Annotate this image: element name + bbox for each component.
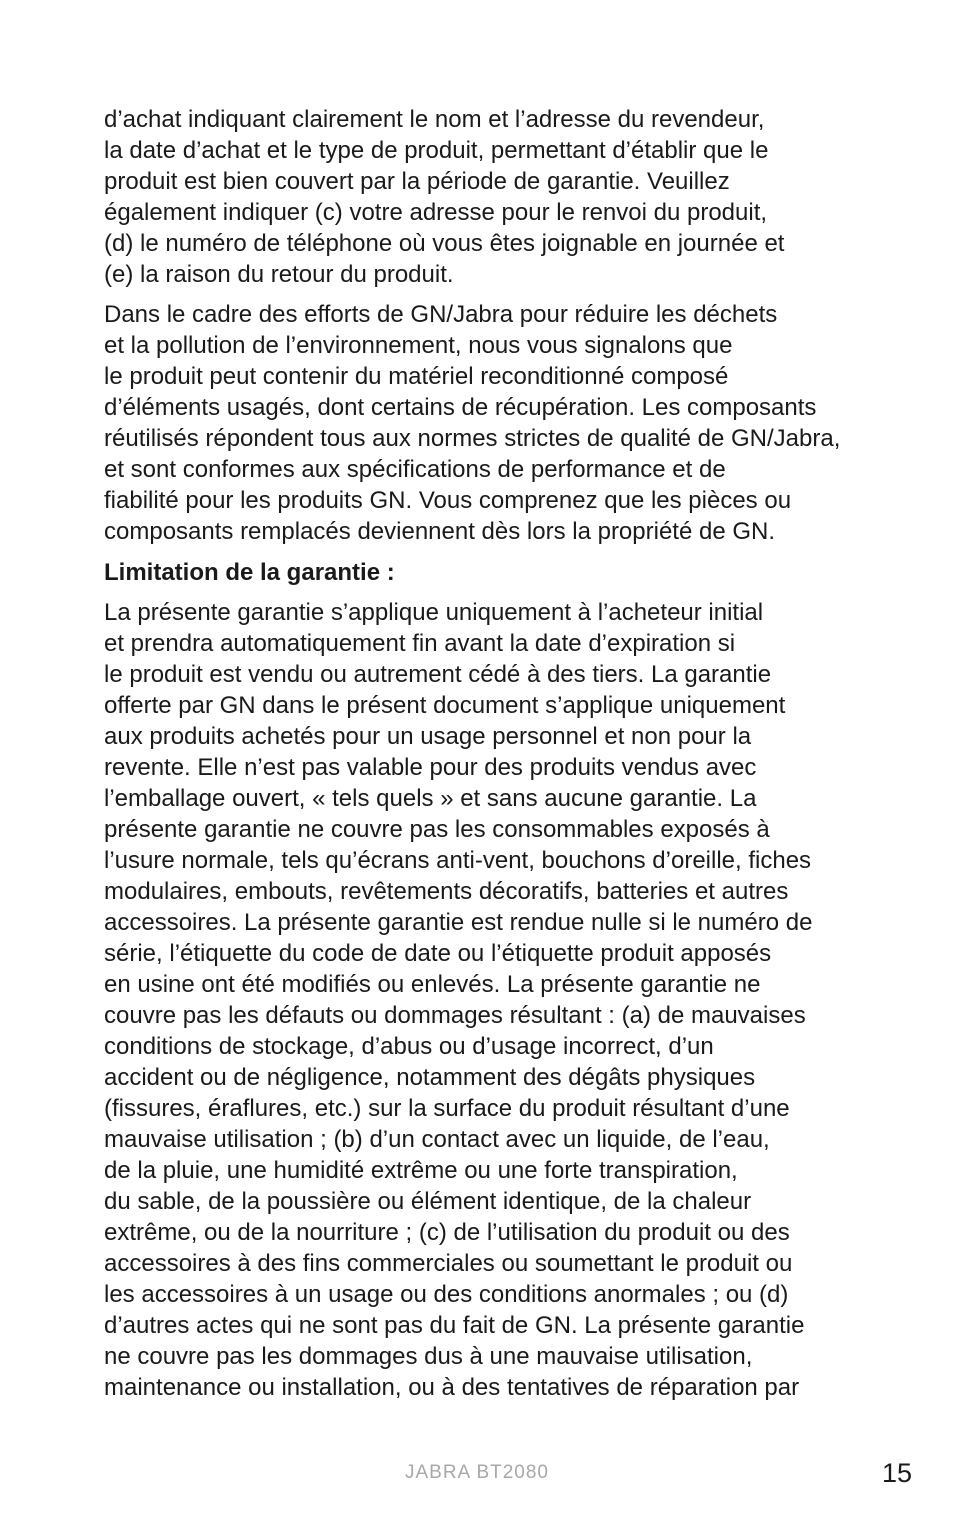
page-number: 15 bbox=[881, 1458, 912, 1488]
text-line: et la pollution de l’environnement, nous vous signalons que bbox=[104, 332, 733, 359]
text-line: extrême, ou de la nourriture ; (c) de l’utilisation du produit ou des bbox=[104, 1219, 790, 1246]
paragraph-reconditioned-parts bbox=[104, 299, 864, 547]
text-line: (fissures, éraflures, etc.) sur la surface du produit résultant d’une bbox=[104, 1095, 790, 1122]
paragraph-proof-of-purchase bbox=[104, 104, 864, 290]
text-line: d’autres actes qui ne sont pas du fait de GN. La présente garantie bbox=[104, 1312, 805, 1339]
text-line: revente. Elle n’est pas valable pour des produits vendus avec bbox=[104, 754, 757, 781]
text-line: également indiquer (c) votre adresse pour le renvoi du produit, bbox=[104, 199, 768, 226]
text-line: La présente garantie s’applique uniquement à l’acheteur initial bbox=[104, 599, 764, 626]
text-line: et prendra automatiquement fin avant la date d’expiration si bbox=[104, 630, 736, 657]
text-line: modulaires, embouts, revêtements décoratifs, batteries et autres bbox=[104, 878, 789, 905]
text-line: composants remplacés deviennent dès lors la propriété de GN. bbox=[104, 518, 776, 545]
text-line: en usine ont été modifiés ou enlevés. La présente garantie ne bbox=[104, 971, 761, 998]
text-line: mauvaise utilisation ; (b) d’un contact avec un liquide, de l’eau, bbox=[104, 1126, 770, 1153]
footer-product-name: JABRA BT2080 bbox=[404, 1462, 550, 1483]
text-line: ne couvre pas les dommages dus à une mauvaise utilisation, bbox=[104, 1343, 753, 1370]
text-line: d’éléments usagés, dont certains de récupération. Les composants bbox=[104, 394, 817, 421]
page-body bbox=[104, 104, 864, 1412]
paragraph-warranty-limitation bbox=[104, 597, 864, 1403]
text-line: couvre pas les défauts ou dommages résultant : (a) de mauvaises bbox=[104, 1002, 806, 1029]
text-line: fiabilité pour les produits GN. Vous comprenez que les pièces ou bbox=[104, 487, 792, 514]
text-line: Dans le cadre des efforts de GN/Jabra pour réduire les déchets bbox=[104, 301, 778, 328]
text-line: aux produits achetés pour un usage personnel et non pour la bbox=[104, 723, 752, 750]
text-line: produit est bien couvert par la période de garantie. Veuillez bbox=[104, 168, 730, 195]
text-line: d’achat indiquant clairement le nom et l’adresse du revendeur, bbox=[104, 106, 765, 133]
text-line: maintenance ou installation, ou à des tentatives de réparation par bbox=[104, 1374, 800, 1401]
text-line: accident ou de négligence, notamment des dégâts physiques bbox=[104, 1064, 756, 1091]
section-heading: Limitation de la garantie : bbox=[104, 559, 395, 586]
text-line: (e) la raison du retour du produit. bbox=[104, 261, 454, 288]
text-line: réutilisés répondent tous aux normes strictes de qualité de GN/Jabra, bbox=[104, 425, 841, 452]
text-line: conditions de stockage, d’abus ou d’usage incorrect, d’un bbox=[104, 1033, 714, 1060]
text-line: accessoires à des fins commerciales ou soumettant le produit ou bbox=[104, 1250, 793, 1277]
text-line: les accessoires à un usage ou des conditions anormales ; ou (d) bbox=[104, 1281, 789, 1308]
text-line: le produit peut contenir du matériel reconditionné composé bbox=[104, 363, 729, 390]
text-line: du sable, de la poussière ou élément identique, de la chaleur bbox=[104, 1188, 752, 1215]
text-line: et sont conformes aux spécifications de performance et de bbox=[104, 456, 726, 483]
text-line: la date d’achat et le type de produit, permettant d’établir que le bbox=[104, 137, 769, 164]
text-line: le produit est vendu ou autrement cédé à des tiers. La garantie bbox=[104, 661, 772, 688]
text-line: l’usure normale, tels qu’écrans anti-vent, bouchons d’oreille, fiches bbox=[104, 847, 812, 874]
text-line: l’emballage ouvert, « tels quels » et sans aucune garantie. La bbox=[104, 785, 757, 812]
text-line: accessoires. La présente garantie est rendue nulle si le numéro de bbox=[104, 909, 813, 936]
text-line: de la pluie, une humidité extrême ou une forte transpiration, bbox=[104, 1157, 738, 1184]
text-line: présente garantie ne couvre pas les consommables exposés à bbox=[104, 816, 770, 843]
text-line: série, l’étiquette du code de date ou l’étiquette produit apposés bbox=[104, 940, 772, 967]
text-line: (d) le numéro de téléphone où vous êtes joignable en journée et bbox=[104, 230, 785, 257]
text-line: offerte par GN dans le présent document s’applique uniquement bbox=[104, 692, 786, 719]
